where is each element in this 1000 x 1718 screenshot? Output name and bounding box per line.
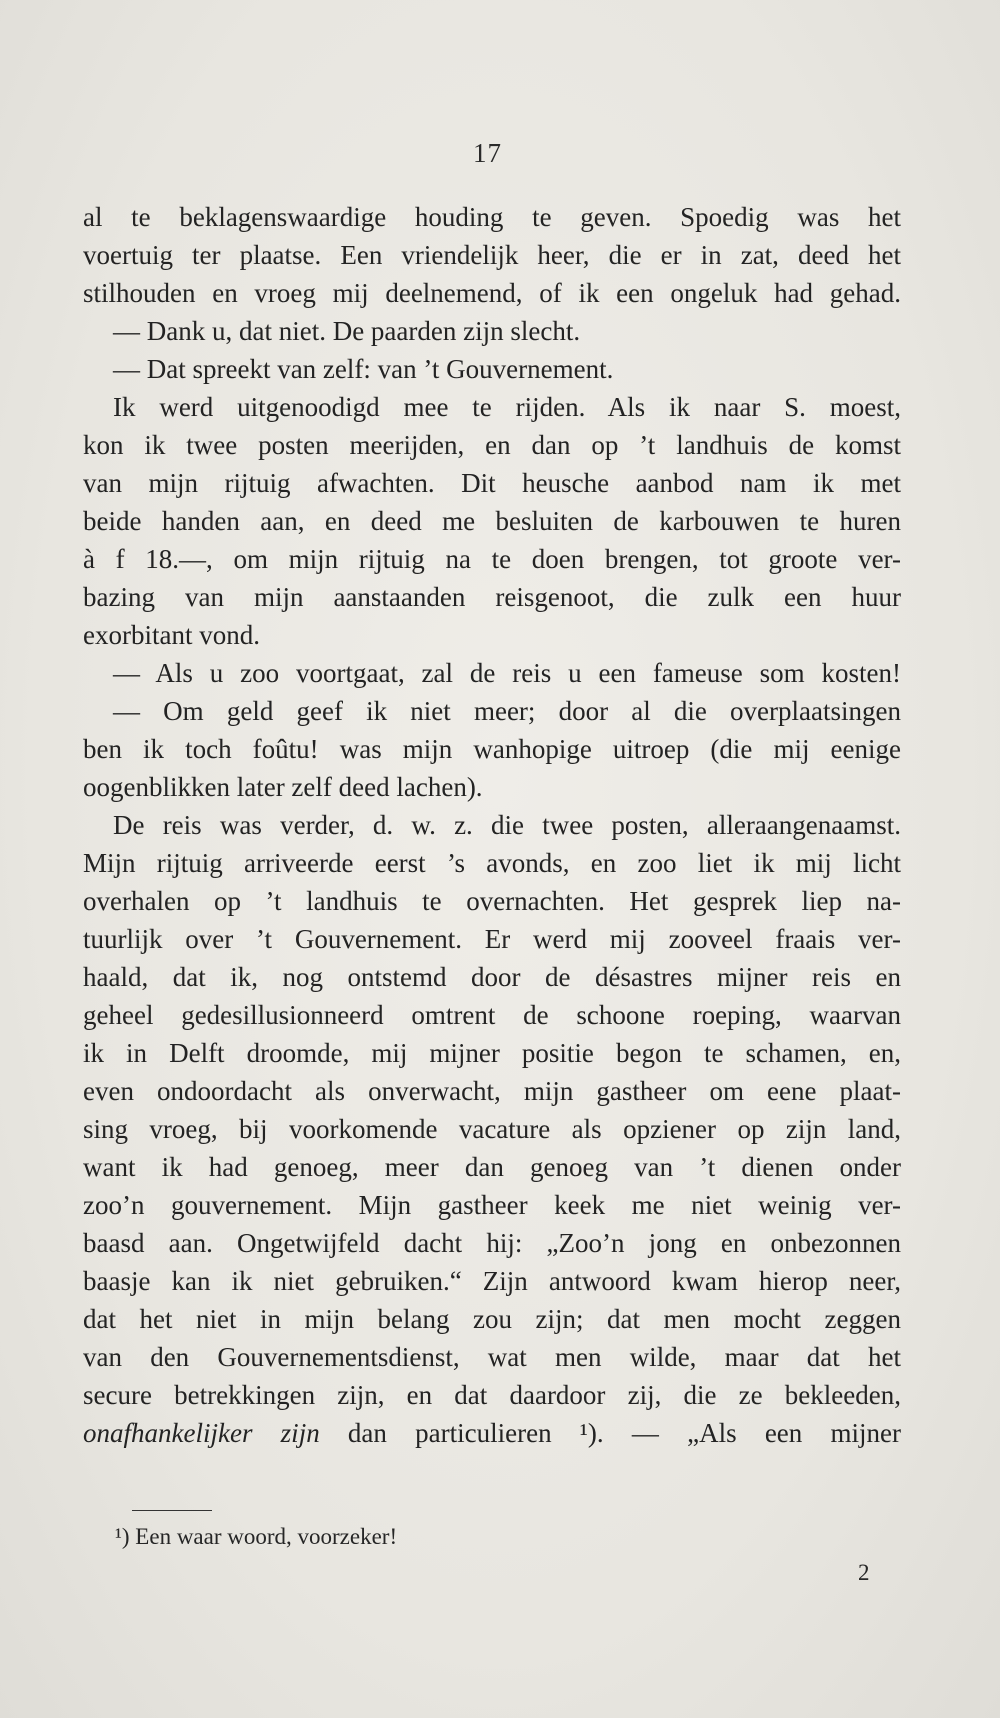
text-line: — Dat spreekt van zelf: van ’t Gouvernement. bbox=[113, 354, 614, 384]
text-line: haald, dat ik, nog ontstemd door de désastres mijner reis en bbox=[83, 962, 901, 992]
text-line: à f 18.—, om mijn rijtuig na te doen brengen, tot groote ver- bbox=[83, 544, 901, 574]
text-line: geheel gedesillusionneerd omtrent de schoone roeping, waarvan bbox=[83, 1000, 901, 1030]
text-line: voertuig ter plaatse. Een vriendelijk heer, die er in zat, deed het bbox=[83, 240, 901, 270]
text-line: exorbitant vond. bbox=[83, 620, 260, 650]
text-line: van mijn rijtuig afwachten. Dit heusche aanbod nam ik met bbox=[83, 468, 901, 498]
text-line-last bbox=[83, 1414, 901, 1452]
footnote: ¹) Een waar woord, voorzeker! bbox=[115, 1524, 398, 1549]
signature-mark: 2 bbox=[858, 1560, 870, 1585]
text-line: De reis was verder, d. w. z. die twee posten, alleraangenaamst. bbox=[113, 810, 901, 840]
text-line: ik in Delft droomde, mij mijner positie begon te schamen, en, bbox=[83, 1038, 901, 1068]
text-line: kon ik twee posten meerijden, en dan op ’t landhuis de komst bbox=[83, 430, 901, 460]
text-line: want ik had genoeg, meer dan genoeg van ’t dienen onder bbox=[83, 1152, 901, 1182]
text-line: secure betrekkingen zijn, en dat daardoor zij, die ze bekleeden, bbox=[83, 1380, 901, 1410]
text-line: bazing van mijn aanstaanden reisgenoot, die zulk een huur bbox=[83, 582, 901, 612]
text-line: baasd aan. Ongetwijfeld dacht hij: „Zoo’n jong en onbezonnen bbox=[83, 1228, 901, 1258]
text-line: baasje kan ik niet gebruiken.“ Zijn antwoord kwam hierop neer, bbox=[83, 1266, 901, 1296]
text-line: zoo’n gouvernement. Mijn gastheer keek me niet weinig ver- bbox=[83, 1190, 901, 1220]
text-line: Mijn rijtuig arriveerde eerst ’s avonds, en zoo liet ik mij licht bbox=[83, 848, 901, 878]
text-line: al te beklagenswaardige houding te geven. Spoedig was het bbox=[83, 202, 901, 232]
italic-phrase: onafhankelijker zijn bbox=[83, 1418, 320, 1448]
text-line: — Om geld geef ik niet meer; door al die overplaatsingen bbox=[113, 696, 901, 726]
body-text bbox=[83, 198, 901, 1452]
text-line: ben ik toch foûtu! was mijn wanhopige uitroep (die mij eenige bbox=[83, 734, 901, 764]
page-number: 17 bbox=[473, 138, 502, 168]
text-line: oogenblikken later zelf deed lachen). bbox=[83, 772, 483, 802]
text-line: stilhouden en vroeg mij deelnemend, of ik een ongeluk had gehad. bbox=[83, 278, 901, 308]
text-line: sing vroeg, bij voorkomende vacature als opziener op zijn land, bbox=[83, 1114, 901, 1144]
text-line: dat het niet in mijn belang zou zijn; dat men mocht zeggen bbox=[83, 1304, 901, 1334]
text-line-rest: dan particulieren ¹). — „Als een mijner bbox=[319, 1418, 901, 1448]
text-line: — Als u zoo voortgaat, zal de reis u een fameuse som kosten! bbox=[113, 658, 901, 688]
text-line: — Dank u, dat niet. De paarden zijn slecht. bbox=[113, 316, 581, 346]
text-line: overhalen op ’t landhuis te overnachten. Het gesprek liep na- bbox=[83, 886, 901, 916]
text-line: Ik werd uitgenoodigd mee te rijden. Als ik naar S. moest, bbox=[113, 392, 901, 422]
text-line: van den Gouvernementsdienst, wat men wilde, maar dat het bbox=[83, 1342, 901, 1372]
footnote-rule bbox=[132, 1510, 212, 1511]
text-line: beide handen aan, en deed me besluiten de karbouwen te huren bbox=[83, 506, 901, 536]
text-line: even ondoordacht als onverwacht, mijn gastheer om eene plaat- bbox=[83, 1076, 901, 1106]
text-line: tuurlijk over ’t Gouvernement. Er werd mij zooveel fraais ver- bbox=[83, 924, 901, 954]
